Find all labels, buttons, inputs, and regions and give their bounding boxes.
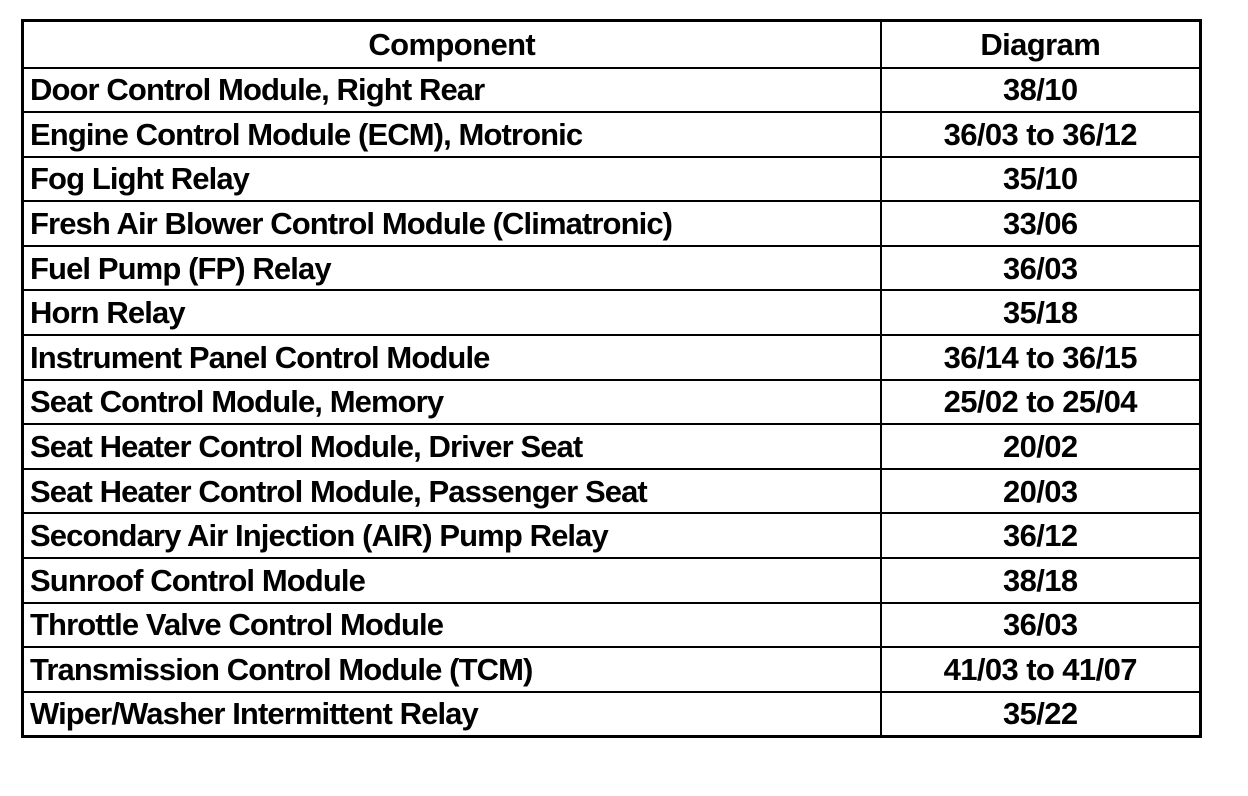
table-row (23, 513, 1201, 558)
component-cell: Seat Heater Control Module, Driver Seat (23, 424, 881, 469)
diagram-cell: 25/02 to 25/04 (881, 380, 1201, 425)
component-cell: Fog Light Relay (23, 157, 881, 202)
diagram-cell: 20/02 (881, 424, 1201, 469)
table-row (23, 290, 1201, 335)
table-row (23, 335, 1201, 380)
table-row (23, 558, 1201, 603)
component-cell: Seat Heater Control Module, Passenger Seat (23, 469, 881, 514)
component-cell: Fuel Pump (FP) Relay (23, 246, 881, 291)
component-cell: Throttle Valve Control Module (23, 603, 881, 648)
table-header-row (23, 21, 1201, 68)
component-cell: Transmission Control Module (TCM) (23, 647, 881, 692)
component-cell: Instrument Panel Control Module (23, 335, 881, 380)
table-row (23, 380, 1201, 425)
diagram-cell: 20/03 (881, 469, 1201, 514)
table-row (23, 603, 1201, 648)
component-diagram-table-container (21, 19, 1199, 738)
component-cell: Sunroof Control Module (23, 558, 881, 603)
table-row (23, 201, 1201, 246)
component-cell: Door Control Module, Right Rear (23, 68, 881, 113)
diagram-cell: 36/12 (881, 513, 1201, 558)
table-row (23, 246, 1201, 291)
diagram-cell: 36/03 (881, 246, 1201, 291)
table-row (23, 424, 1201, 469)
component-cell: Engine Control Module (ECM), Motronic (23, 112, 881, 157)
component-cell: Wiper/Washer Intermittent Relay (23, 692, 881, 737)
diagram-cell: 38/10 (881, 68, 1201, 113)
diagram-cell: 35/22 (881, 692, 1201, 737)
column-header-component: Component (23, 21, 881, 68)
table-row (23, 647, 1201, 692)
component-cell: Fresh Air Blower Control Module (Climatronic) (23, 201, 881, 246)
diagram-cell: 41/03 to 41/07 (881, 647, 1201, 692)
table-row (23, 68, 1201, 113)
table-row (23, 469, 1201, 514)
diagram-cell: 36/03 to 36/12 (881, 112, 1201, 157)
diagram-cell: 33/06 (881, 201, 1201, 246)
component-cell: Horn Relay (23, 290, 881, 335)
diagram-cell: 35/10 (881, 157, 1201, 202)
component-cell: Seat Control Module, Memory (23, 380, 881, 425)
diagram-cell: 35/18 (881, 290, 1201, 335)
table-row (23, 157, 1201, 202)
component-diagram-table (21, 19, 1202, 738)
component-cell: Secondary Air Injection (AIR) Pump Relay (23, 513, 881, 558)
diagram-cell: 38/18 (881, 558, 1201, 603)
column-header-diagram: Diagram (881, 21, 1201, 68)
diagram-cell: 36/14 to 36/15 (881, 335, 1201, 380)
table-row (23, 692, 1201, 737)
table-row (23, 112, 1201, 157)
diagram-cell: 36/03 (881, 603, 1201, 648)
